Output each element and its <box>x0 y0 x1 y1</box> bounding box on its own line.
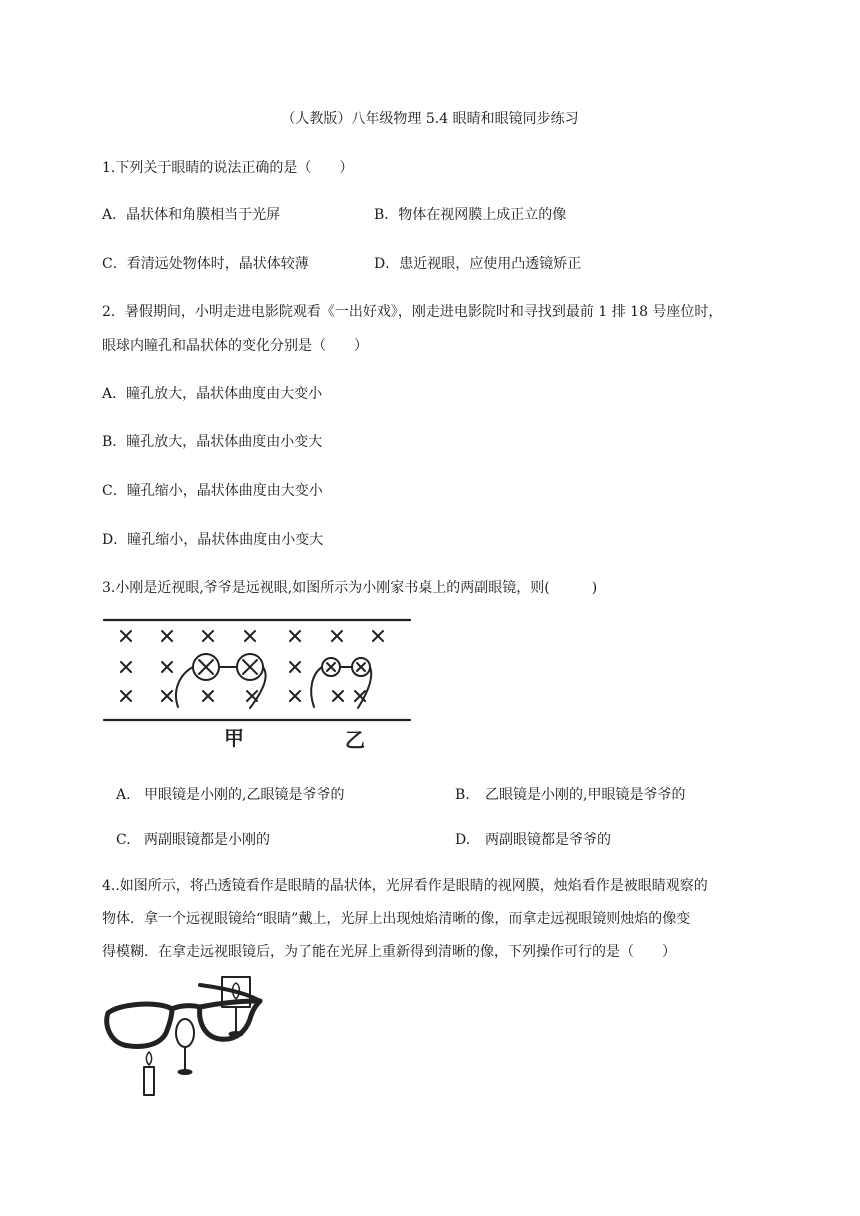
figure-label-jia: 甲 <box>224 726 244 750</box>
q4-stem-line1: 4..如图所示，将凸透镜看作是眼睛的晶状体，光屏看作是眼睛的视网膜，烛焰看作是被眼睛观察的 <box>102 878 708 894</box>
candle <box>144 1067 154 1095</box>
glasses-left-lens-rim <box>107 1009 172 1047</box>
q1-option-d: D．患近视眼，应使用凸透镜矫正 <box>374 256 582 272</box>
q2-stem-line1: 2．暑假期间，小明走进电影院观看《一出好戏》，刚走进电影院时和寻找到最前 1 排 18 号座位时， <box>102 304 723 320</box>
q2-option-d: D．瞳孔缩小，晶状体曲度由小变大 <box>102 532 324 548</box>
q2-option-c: C．瞳孔缩小，晶状体曲度由大变小 <box>102 483 323 499</box>
glasses-jia <box>176 654 266 708</box>
q2-option-a: A．瞳孔放大，晶状体曲度由大变小 <box>102 386 323 402</box>
q1-option-c: C．看清远处物体时，晶状体较薄 <box>102 256 309 272</box>
q3-option-d-letter: D. <box>455 832 471 848</box>
glasses-on-desk-figure <box>100 612 420 757</box>
q3-option-c: 两副眼镜都是小刚的 <box>144 832 270 848</box>
q3-option-a: 甲眼镜是小刚的,乙眼镜是爷爷的 <box>144 787 345 803</box>
page-title: （人教版）八年级物理 5.4 眼睛和眼镜同步练习 <box>281 111 579 127</box>
q1-option-b: B．物体在视网膜上成正立的像 <box>374 207 567 223</box>
q1-stem: 1.下列关于眼睛的说法正确的是（ ） <box>102 160 354 176</box>
q4-stem-line2: 物体．拿一个远视眼镜给“眼睛”戴上，光屏上出现烛焰清晰的像，而拿走远视眼镜则烛焰的像变 <box>102 911 691 927</box>
q3-option-d: 两副眼镜都是爷爷的 <box>485 832 611 848</box>
q4-stem-line3: 得模糊．在拿走远视眼镜后，为了能在光屏上重新得到清晰的像，下列操作可行的是（ ） <box>102 944 676 960</box>
q3-option-a-letter: A. <box>116 787 131 803</box>
convex-lens <box>176 1019 194 1047</box>
q3-option-c-letter: C. <box>116 832 131 848</box>
figure-label-yi: 乙 <box>345 728 365 752</box>
candle-flame <box>146 1052 151 1065</box>
q2-option-b: B．瞳孔放大，晶状体曲度由小变大 <box>102 434 323 450</box>
q1-option-a: A．晶状体和角膜相当于光屏 <box>102 207 281 223</box>
q3-stem: 3.小刚是近视眼,爷爷是远视眼,如图所示为小刚家书桌上的两副眼镜，则( ) <box>102 580 598 596</box>
q2-stem-line2: 眼球内瞳孔和晶状体的变化分别是（ ） <box>102 338 368 354</box>
eye-model-figure <box>100 975 270 1105</box>
q3-option-b: 乙眼镜是小刚的,甲眼镜是爷爷的 <box>485 787 686 803</box>
q3-option-b-letter: B. <box>455 787 470 803</box>
